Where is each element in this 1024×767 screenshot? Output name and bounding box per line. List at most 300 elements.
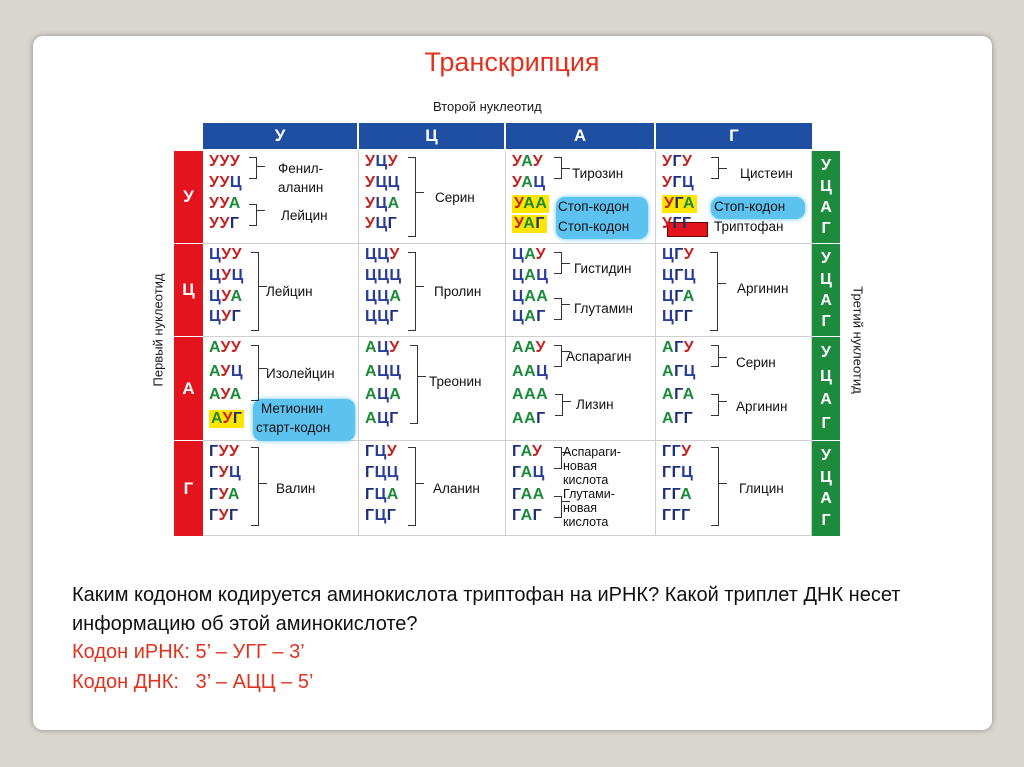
nucleotide: У [532, 443, 543, 460]
codon-triplet [209, 386, 242, 404]
nucleotide: У [514, 215, 524, 233]
nucleotide: Ц [375, 153, 388, 170]
nucleotide: У [220, 386, 230, 403]
amino-acid-label: Лейцин [281, 208, 328, 223]
third-nucleotide-label: Третий нуклеотид [850, 286, 866, 394]
codon-triplet [662, 246, 694, 264]
amino-acid-label: старт-кодон [256, 420, 331, 435]
nucleotide: А [520, 464, 533, 482]
third-letter: Ц [820, 367, 832, 385]
nucleotide: А [662, 386, 675, 403]
codon-bracket [251, 345, 259, 401]
amino-acid-label: Изолейцин [266, 366, 335, 381]
nucleotide: Ц [229, 464, 242, 482]
nucleotide: Ц [683, 362, 696, 380]
codon-bracket [554, 298, 562, 320]
amino-acid-label: Цистеин [740, 166, 793, 181]
bracket-tick [719, 168, 727, 169]
nucleotide: У [219, 153, 230, 170]
codon-triplet [209, 363, 243, 381]
nucleotide: У [681, 443, 692, 460]
nucleotide: А [524, 308, 537, 326]
nucleotide: Г [389, 409, 399, 427]
codon-triplet [662, 195, 697, 213]
nucleotide: А [662, 409, 675, 427]
third-letter: А [820, 490, 832, 508]
nucleotide: Г [387, 215, 398, 233]
nucleotide: Ц [229, 173, 243, 191]
nucleotide: У [221, 287, 231, 305]
codon-bracket [711, 447, 719, 526]
nucleotide: Г [229, 215, 240, 233]
amino-acid-label: Глутамин [574, 301, 633, 316]
nucleotide: Г [682, 215, 692, 233]
codon-bracket [711, 157, 719, 179]
nucleotide: Г [229, 506, 239, 524]
nucleotide: Ц [209, 308, 222, 326]
nucleotide: А [680, 485, 693, 503]
codon-triplet [365, 363, 401, 381]
nucleotide: Г [674, 287, 683, 305]
nucleotide: У [219, 215, 230, 233]
column-header-a: А [506, 123, 654, 149]
nucleotide: У [365, 153, 376, 170]
nucleotide: Г [674, 246, 684, 263]
column-header-u: У [203, 123, 357, 149]
nucleotide: А [389, 386, 402, 403]
nucleotide: У [220, 362, 231, 380]
nucleotide: Г [535, 215, 545, 233]
nucleotide: Ц [375, 215, 388, 233]
amino-acid-label: Тирозин [572, 166, 624, 181]
nucleotide: У [218, 443, 230, 460]
nucleotide: Ц [230, 362, 244, 380]
nucleotide: У [662, 215, 673, 233]
nucleotide: Ц [365, 287, 378, 305]
third-header-row-a [812, 337, 840, 440]
nucleotide: Г [365, 443, 375, 460]
codon-triplet [512, 339, 546, 357]
codon-bracket [554, 496, 562, 518]
nucleotide: Ц [377, 287, 390, 305]
nucleotide: А [230, 287, 243, 305]
codon-triplet [512, 288, 548, 306]
codon-triplet [209, 153, 240, 171]
nucleotide: Ц [209, 287, 222, 305]
codon-triplet [662, 507, 691, 525]
third-letter: Г [821, 312, 831, 330]
nucleotide: У [218, 506, 230, 524]
nucleotide: Г [683, 308, 694, 326]
codon-triplet [365, 308, 399, 326]
third-letter: А [820, 391, 832, 409]
amino-acid-label: Пролин [434, 284, 482, 299]
nucleotide: Ц [377, 409, 390, 427]
nucleotide: А [523, 215, 536, 233]
third-header-row-c [812, 244, 840, 336]
codon-triplet [662, 153, 692, 171]
amino-acid-label: кислота [563, 515, 609, 529]
third-header-row-g [812, 441, 840, 536]
bracket-tick [562, 304, 570, 305]
nucleotide: Г [672, 215, 683, 233]
nucleotide: А [532, 485, 545, 503]
codon-triplet [512, 507, 542, 525]
nucleotide: Ц [536, 266, 549, 284]
nucleotide: У [365, 215, 376, 233]
bracket-tick [562, 263, 570, 264]
nucleotide: Г [512, 506, 521, 524]
codon-triplet [512, 246, 546, 264]
nucleotide: Г [512, 443, 521, 460]
nucleotide: Ц [682, 173, 695, 191]
nucleotide: Ц [375, 194, 388, 212]
codon-triplet [365, 267, 402, 285]
codon-triplet [365, 386, 401, 404]
nucleotide: У [683, 246, 695, 263]
nucleotide: У [389, 246, 400, 263]
amino-acid-label: Стоп-кодон [558, 199, 630, 214]
codon-triplet [662, 386, 695, 404]
codon-triplet [512, 443, 542, 461]
nucleotide: А [524, 266, 537, 284]
nucleotide: А [524, 246, 536, 263]
nucleotide: А [524, 409, 537, 427]
nucleotide: У [662, 173, 673, 191]
third-letter: Г [821, 219, 831, 237]
nucleotide: А [228, 194, 241, 212]
nucleotide: Г [674, 386, 683, 403]
nucleotide: У [222, 409, 233, 427]
amino-acid-label: Фенил- [278, 161, 324, 176]
codon-triplet [662, 464, 693, 482]
nucleotide: Ц [386, 464, 399, 482]
codon-triplet [512, 153, 543, 171]
nucleotide: А [662, 339, 675, 356]
nucleotide: Ц [387, 173, 400, 191]
codon-triplet [662, 363, 696, 381]
nucleotide: А [365, 386, 378, 403]
nucleotide: А [524, 287, 537, 305]
codon-triplet [365, 288, 401, 306]
bracket-tick [416, 192, 424, 193]
codon-bracket [554, 447, 562, 469]
nucleotide: Ц [375, 173, 388, 191]
nucleotide: Ц [532, 464, 545, 482]
nucleotide: У [229, 443, 240, 460]
nucleotide: А [682, 386, 695, 403]
amino-acid-label: Глутами- [563, 487, 615, 501]
bracket-tick [416, 286, 424, 287]
nucleotide: А [365, 362, 378, 380]
nucleotide: Г [662, 485, 672, 503]
codon-triplet [365, 215, 397, 233]
codon-triplet [512, 410, 546, 428]
codon-bracket [711, 345, 719, 367]
codon-bracket [554, 252, 562, 274]
nucleotide: А [211, 409, 223, 427]
amino-acid-label: Глицин [739, 481, 784, 496]
nucleotide: Ц [512, 308, 525, 326]
third-letter: У [821, 343, 831, 361]
row-header-c: Ц [174, 244, 203, 336]
codon-bracket [251, 252, 259, 331]
nucleotide: Г [674, 308, 684, 326]
nucleotide: А [512, 362, 525, 380]
nucleotide: Г [532, 506, 543, 524]
codon-bracket [555, 394, 563, 416]
nucleotide: Г [662, 443, 672, 460]
nucleotide: А [524, 362, 537, 380]
nucleotide: Г [671, 485, 681, 503]
nucleotide: Г [209, 485, 219, 503]
codon-triplet [365, 195, 400, 213]
nucleotide: У [512, 153, 522, 170]
nucleotide: А [524, 339, 536, 356]
nucleotide: Ц [365, 266, 378, 284]
nucleotide: У [230, 339, 242, 356]
nucleotide: Г [232, 409, 243, 427]
codon-bracket [554, 157, 562, 179]
nucleotide: Ц [662, 246, 675, 263]
codon-bracket [711, 394, 719, 416]
codon-triplet [662, 410, 693, 428]
nucleotide: У [220, 339, 231, 356]
nucleotide: Г [209, 443, 219, 460]
amino-acid-label: аланин [278, 180, 324, 195]
amino-acid-label: Аргинин [737, 281, 789, 296]
nucleotide: Г [536, 308, 546, 326]
amino-acid-label: новая [563, 459, 598, 473]
third-letter: У [821, 156, 831, 174]
amino-acid-label: Аргинин [736, 399, 788, 414]
nucleotide: Г [681, 506, 691, 524]
codon-triplet [209, 308, 241, 326]
codon-triplet [365, 443, 397, 461]
codon-triplet [662, 174, 694, 192]
codon-triplet [512, 386, 548, 404]
nucleotide: А [227, 485, 240, 503]
nucleotide: У [387, 153, 399, 170]
codon-triplet [209, 174, 242, 192]
nucleotide: У [664, 194, 675, 212]
nucleotide: У [365, 173, 376, 191]
nucleotide: У [209, 173, 220, 191]
nucleotide: Г [512, 485, 521, 503]
codon-triplet [209, 486, 240, 504]
nucleotide: Ц [536, 362, 549, 380]
nucleotide: Ц [377, 362, 390, 380]
nucleotide: Г [674, 362, 684, 380]
bracket-tick [257, 210, 265, 211]
nucleotide: А [512, 339, 525, 356]
codon-triplet [662, 215, 692, 233]
third-letter: Г [821, 415, 831, 433]
slide-title: Транскрипция [424, 47, 600, 77]
nucleotide: У [221, 308, 232, 326]
nucleotide: Г [536, 409, 546, 427]
answer-rna: Кодон иРНК: 5’ – УГГ – 3’ [72, 641, 305, 663]
amino-acid-label: Метионин [261, 401, 324, 416]
amino-acid-label: Треонин [429, 374, 482, 389]
amino-acid-label: Лизин [576, 397, 614, 412]
nucleotide: Г [386, 506, 397, 524]
nucleotide: Г [365, 506, 375, 524]
codon-triplet [209, 339, 241, 357]
nucleotide: Г [662, 464, 672, 482]
bracket-tick [416, 483, 424, 484]
third-letter: А [820, 291, 832, 309]
nucleotide: А [209, 386, 221, 403]
codon-triplet [662, 339, 694, 357]
codon-triplet [209, 267, 244, 285]
nucleotide: Г [512, 464, 521, 482]
bracket-tick [719, 357, 727, 358]
nucleotide: А [387, 194, 400, 212]
nucleotide: А [521, 153, 533, 170]
codon-triplet [365, 339, 400, 357]
column-header-g: Г [656, 123, 812, 149]
first-nucleotide-label: Первый нуклеотид [150, 273, 166, 387]
codon-triplet [512, 215, 547, 233]
amino-acid-label: Лейцин [266, 284, 313, 299]
nucleotide: Ц [231, 266, 244, 284]
third-letter: У [821, 446, 831, 464]
codon-triplet [365, 153, 398, 171]
codon-triplet [662, 486, 692, 504]
amino-acid-label: Стоп-кодон [558, 219, 630, 234]
nucleotide: Ц [389, 266, 402, 284]
codon-triplet [209, 464, 241, 482]
second-nucleotide-label: Второй нуклеотид [433, 99, 542, 114]
nucleotide: У [532, 153, 544, 170]
codon-bracket [410, 345, 418, 424]
nucleotide: Г [671, 506, 682, 524]
nucleotide: А [536, 287, 549, 305]
nucleotide: Ц [209, 266, 222, 284]
nucleotide: У [221, 246, 232, 263]
nucleotide: Г [674, 266, 684, 284]
nucleotide: А [682, 287, 695, 305]
nucleotide: Ц [377, 308, 390, 326]
codon-triplet [365, 174, 400, 192]
nucleotide: У [218, 464, 230, 482]
amino-acid-label: Гистидин [574, 261, 632, 276]
third-letter: Ц [820, 468, 832, 486]
nucleotide: У [229, 153, 241, 170]
bracket-tick [719, 401, 727, 402]
codon-triplet [512, 267, 548, 285]
codon-triplet [512, 308, 546, 326]
nucleotide: А [520, 506, 533, 524]
amino-acid-label: новая [563, 501, 598, 515]
nucleotide: Ц [662, 266, 675, 284]
nucleotide: А [512, 386, 525, 403]
nucleotide: У [512, 173, 522, 191]
nucleotide: Ц [365, 308, 378, 326]
nucleotide: У [535, 246, 547, 263]
third-header-row-u [812, 151, 840, 243]
third-letter: Г [821, 512, 831, 530]
nucleotide: У [682, 153, 693, 170]
bracket-tick [563, 401, 571, 402]
third-letter: А [820, 198, 832, 216]
amino-acid-label: Серин [736, 355, 776, 370]
codon-triplet [209, 246, 242, 264]
row-header-a: А [174, 337, 203, 440]
codon-triplet [365, 486, 399, 504]
nucleotide: Ц [374, 506, 387, 524]
nucleotide: Г [672, 153, 683, 170]
nucleotide: Ц [377, 266, 390, 284]
nucleotide: А [389, 287, 402, 305]
nucleotide: Г [209, 464, 219, 482]
nucleotide: А [535, 194, 548, 212]
nucleotide: У [221, 266, 232, 284]
codon-triplet [512, 174, 546, 192]
bracket-tick [719, 483, 727, 484]
answer-dna: Кодон ДНК: 3’ – АЦЦ – 5’ [72, 671, 314, 693]
nucleotide: У [219, 194, 229, 212]
nucleotide: Ц [662, 287, 675, 305]
nucleotide: Ц [365, 246, 378, 263]
bracket-tick [718, 283, 726, 284]
nucleotide: А [365, 339, 378, 356]
codon-triplet [662, 308, 693, 326]
nucleotide: У [683, 339, 695, 356]
nucleotide: А [521, 173, 534, 191]
nucleotide: У [209, 194, 220, 212]
codon-triplet [209, 288, 243, 306]
nucleotide: А [520, 485, 533, 503]
nucleotide: У [365, 194, 376, 212]
nucleotide: Ц [533, 173, 546, 191]
nucleotide: Г [231, 308, 242, 326]
nucleotide: У [389, 339, 400, 356]
nucleotide: Г [662, 506, 672, 524]
nucleotide: А [536, 386, 549, 403]
nucleotide: А [524, 386, 537, 403]
codon-triplet [365, 246, 400, 264]
bracket-tick [259, 483, 267, 484]
nucleotide: У [514, 194, 524, 212]
codon-bracket [249, 204, 257, 226]
codon-triplet [365, 507, 396, 525]
nucleotide: Г [671, 443, 682, 460]
codon-bracket [554, 345, 562, 367]
nucleotide: А [523, 194, 536, 212]
codon-triplet [209, 195, 241, 213]
codon-triplet [512, 464, 545, 482]
nucleotide: У [231, 246, 243, 263]
third-letter: Ц [820, 177, 832, 195]
codon-bracket [251, 447, 259, 526]
nucleotide: У [218, 485, 228, 503]
nucleotide: Ц [681, 464, 694, 482]
codon-triplet [662, 267, 696, 285]
codon-triplet [209, 215, 239, 233]
nucleotide: Г [674, 409, 684, 427]
nucleotide: Г [389, 308, 399, 326]
nucleotide: Г [683, 409, 694, 427]
nucleotide: А [209, 339, 221, 356]
nucleotide: Ц [374, 485, 387, 503]
codon-triplet [662, 443, 692, 461]
row-header-g: Г [174, 441, 203, 536]
nucleotide: Г [671, 464, 682, 482]
amino-acid-label: Аспараги- [563, 445, 621, 459]
amino-acid-label: Валин [276, 481, 316, 496]
